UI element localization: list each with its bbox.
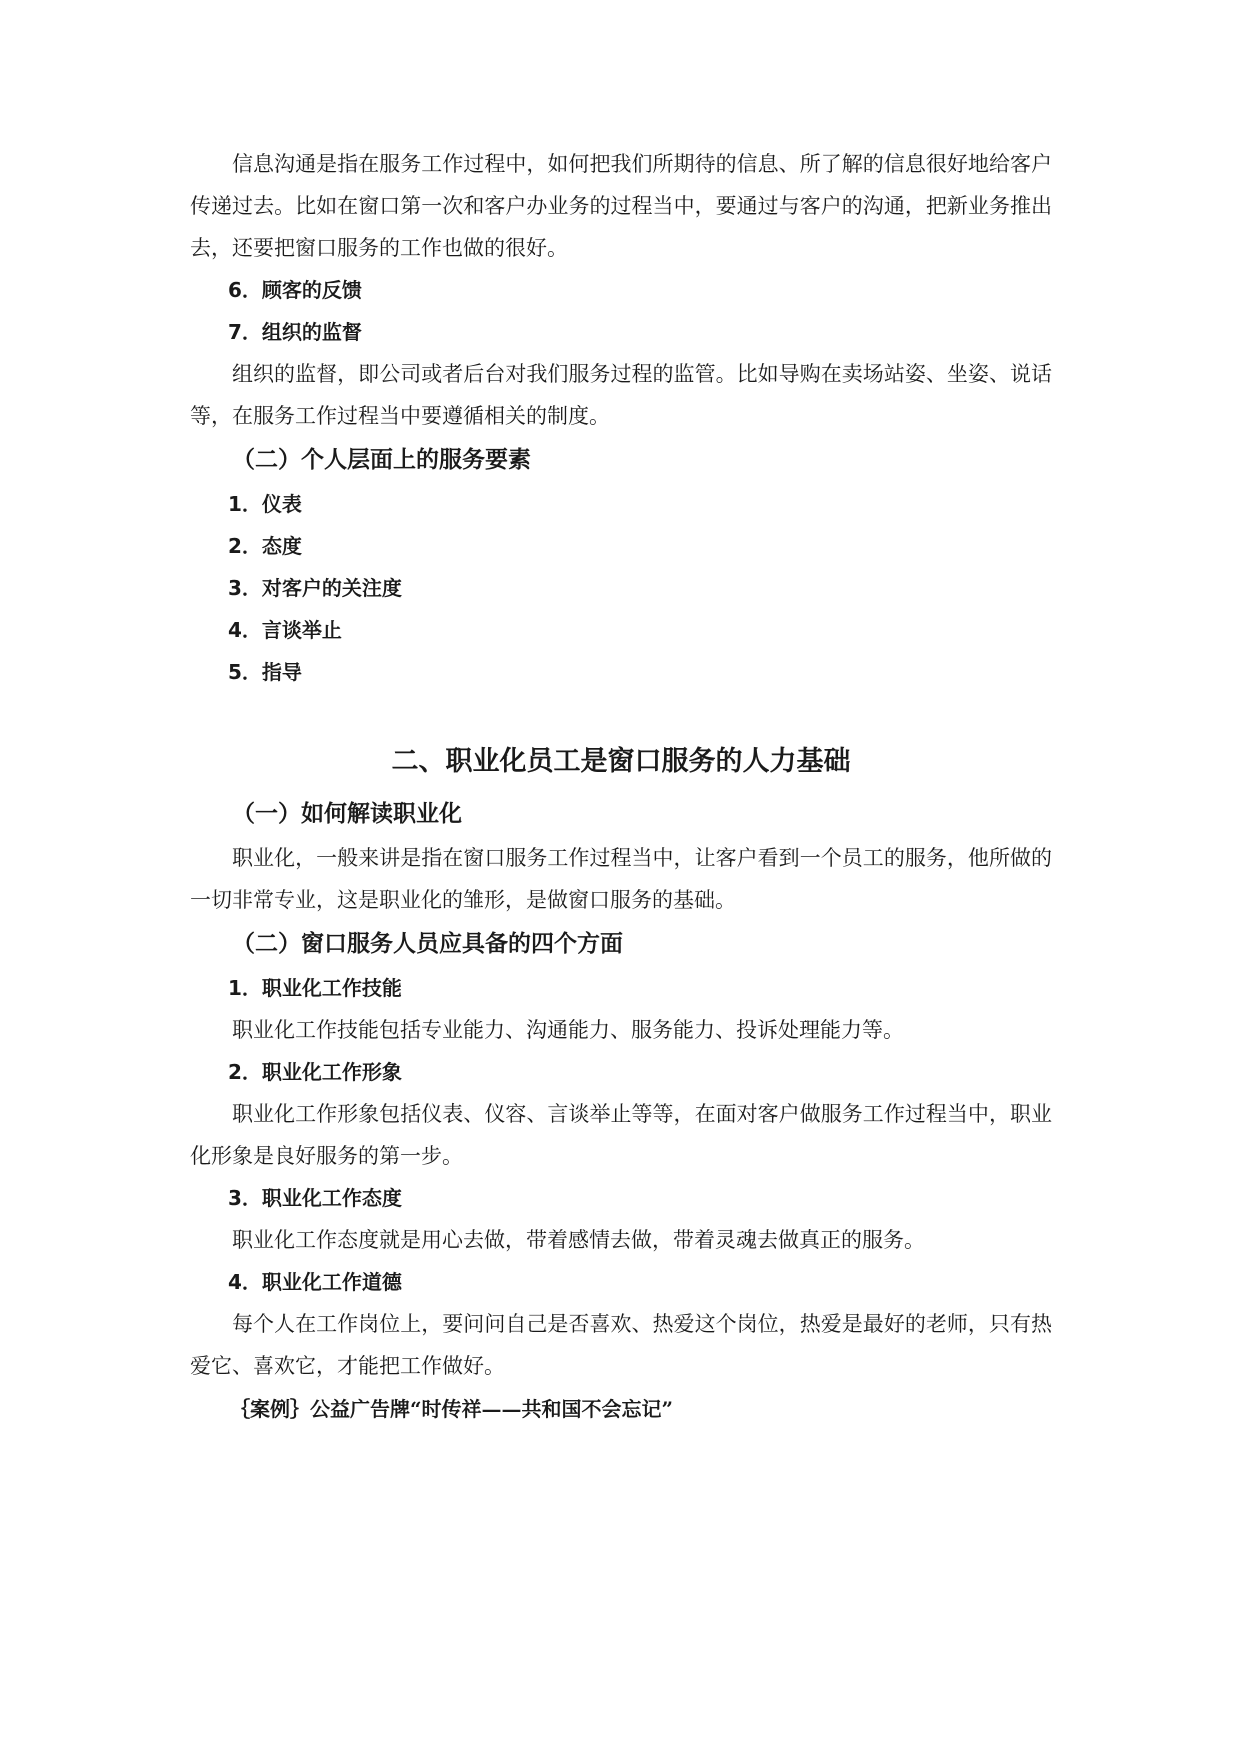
item-work-image: 2．职业化工作形象 — [228, 1060, 402, 1084]
paragraph-work-attitude: 职业化工作态度就是用心去做，带着感情去做，带着灵魂去做真正的服务。 — [232, 1228, 925, 1252]
item-work-skills: 1．职业化工作技能 — [228, 976, 402, 1000]
item-work-attitude: 3．职业化工作态度 — [228, 1186, 402, 1210]
item-appearance: 1．仪表 — [228, 492, 302, 516]
paragraph-organization-supervision: 组织的监督，即公司或者后台对我们服务过程的监管。比如导购在卖场站姿、坐姿、说话等，在服务工作过程当中要遵循相关的制度。 — [190, 362, 1052, 428]
paragraph-info-communication: 信息沟通是指在服务工作过程中，如何把我们所期待的信息、所了解的信息很好地给客户传递过去。比如在窗口第一次和客户办业务的过程当中，要通过与客户的沟通，把新业务推出去，还要把窗口服务的工作也做的很好。 — [190, 152, 1052, 260]
item-work-ethics: 4．职业化工作道德 — [228, 1270, 402, 1294]
paragraph-work-skills: 职业化工作技能包括专业能力、沟通能力、服务能力、投诉处理能力等。 — [232, 1018, 904, 1042]
item-customer-attention: 3．对客户的关注度 — [228, 576, 402, 600]
item-organization-supervision: 7．组织的监督 — [228, 320, 362, 344]
section-heading-personal-elements: （二）个人层面上的服务要素 — [232, 447, 531, 473]
paragraph-professionalism: 职业化，一般来讲是指在窗口服务工作过程当中，让客户看到一个员工的服务，他所做的一切非常专业，这是职业化的雏形，是做窗口服务的基础。 — [190, 846, 1052, 912]
paragraph-work-image: 职业化工作形象包括仪表、仪容、言谈举止等等，在面对客户做服务工作过程当中，职业化形象是良好服务的第一步。 — [190, 1102, 1052, 1168]
item-guidance: 5．指导 — [228, 660, 302, 684]
section-heading-professionalism: （一）如何解读职业化 — [232, 801, 462, 827]
item-attitude: 2．态度 — [228, 534, 302, 558]
item-manner: 4．言谈举止 — [228, 618, 342, 642]
document-page — [190, 143, 1052, 1431]
case-study-line: ｛案例｝公益广告牌“时传祥——共和国不会忘记” — [230, 1397, 674, 1421]
item-customer-feedback: 6．顾客的反馈 — [228, 278, 362, 302]
section-heading-four-aspects: （二）窗口服务人员应具备的四个方面 — [232, 931, 623, 957]
paragraph-work-ethics: 每个人在工作岗位上，要问问自己是否喜欢、热爱这个岗位，热爱是最好的老师，只有热爱它、喜欢它，才能把工作做好。 — [190, 1312, 1052, 1378]
chapter-heading: 二、职业化员工是窗口服务的人力基础 — [391, 746, 851, 777]
